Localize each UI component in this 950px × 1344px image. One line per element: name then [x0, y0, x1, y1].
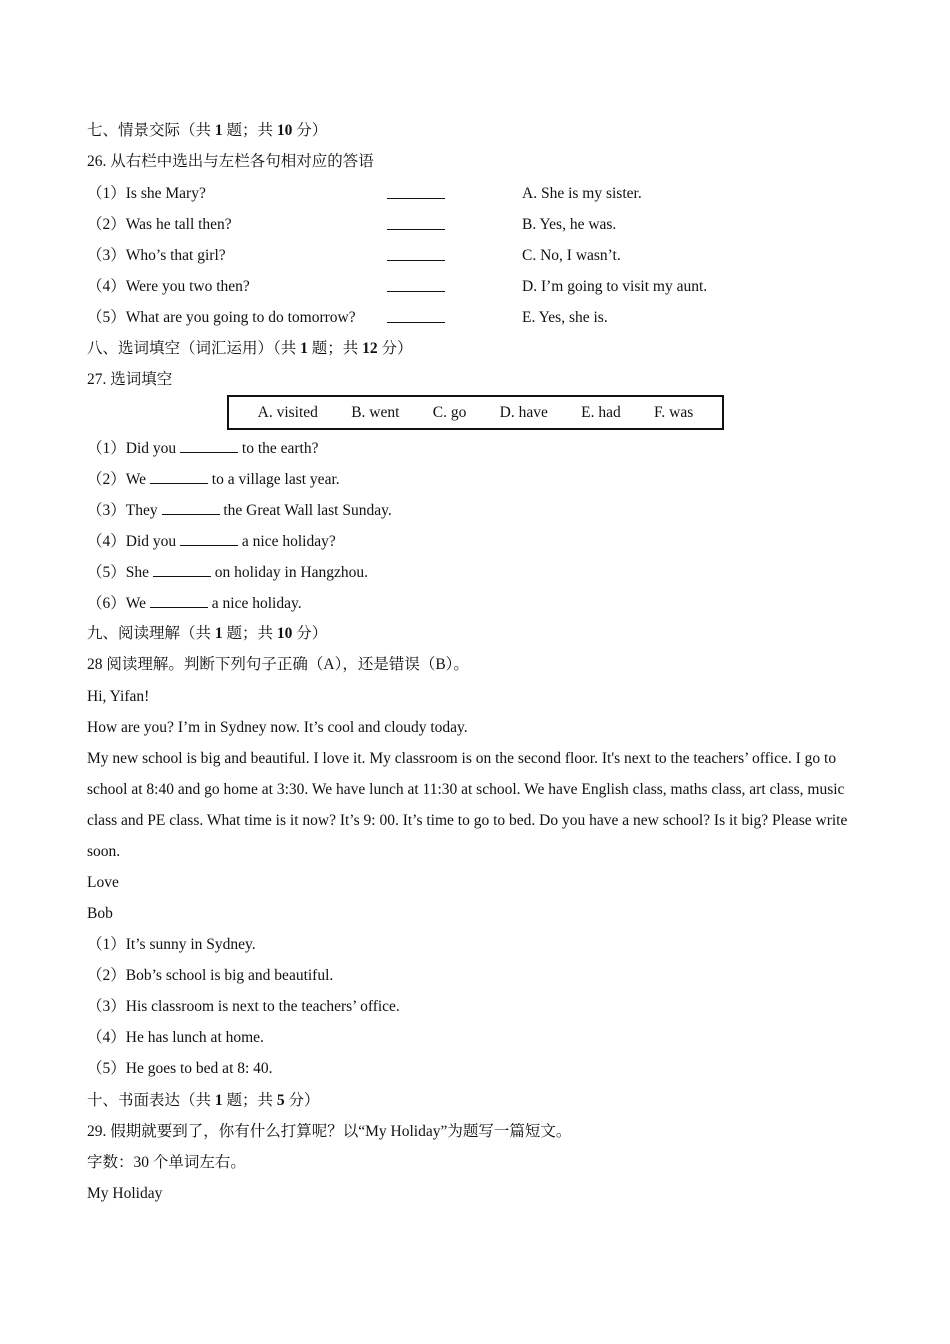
question-count: 1 — [214, 1092, 223, 1109]
fill-item: （4）Did you a nice holiday? — [87, 533, 336, 550]
statement-item: （3）His classroom is next to the teachers’ office. — [87, 998, 400, 1015]
score: 10 — [276, 122, 293, 139]
fill-blank[interactable] — [180, 438, 238, 453]
fill-blank[interactable] — [153, 562, 211, 577]
answer-blank[interactable] — [387, 215, 445, 230]
word-bank-box — [227, 395, 724, 430]
match-row — [87, 215, 847, 235]
section-9-title — [87, 624, 327, 644]
word-option: E. had — [581, 403, 621, 421]
letter-closing: Love — [87, 874, 119, 891]
letter-paragraph: My new school is big and beautiful. I love it. My classroom is on the second floor. It's next to the teachers’ office. I go to school at 8:40 and go home at 3:30. We have lunch at 11:30 at school. We have English class, maths class, art class, music class and PE class. What time is it now? It’s 9: 00. It’s time to go to bed. Do you have a new school? Is it big? Please write soon. — [87, 750, 848, 860]
match-answer: D. I’m going to visit my aunt. — [522, 278, 708, 295]
question-29-prompt: 29. 假期就要到了，你有什么打算呢？以“My Holiday”为题写一篇短文。 — [87, 1123, 572, 1140]
question-count: 1 — [214, 625, 223, 642]
statement-item: （5）He goes to bed at 8: 40. — [87, 1060, 273, 1077]
section-title-text: 分） — [284, 1092, 320, 1109]
word-option: B. went — [351, 403, 400, 421]
fill-blank[interactable] — [150, 469, 208, 484]
letter-greeting: Hi, Yifan! — [87, 688, 150, 705]
answer-blank[interactable] — [387, 308, 445, 323]
score: 5 — [276, 1092, 285, 1109]
match-question: （5）What are you going to do tomorrow? — [87, 309, 356, 326]
match-answer: B. Yes, he was. — [522, 216, 617, 233]
fill-blank[interactable] — [150, 593, 208, 608]
section-title-text: 分） — [292, 625, 328, 642]
section-title-text: 七、情景交际（共 — [87, 122, 215, 139]
letter-signature: Bob — [87, 905, 113, 922]
section-title-text: 分） — [377, 340, 413, 357]
match-answer: E. Yes, she is. — [522, 309, 608, 326]
word-option: A. visited — [257, 403, 318, 421]
match-row — [87, 246, 847, 266]
question-27-prompt: 27. 选词填空 — [87, 371, 173, 388]
answer-blank[interactable] — [387, 184, 445, 199]
question-count: 1 — [300, 340, 308, 357]
section-8-title — [87, 339, 413, 359]
fill-blank[interactable] — [180, 531, 238, 546]
question-28-prompt: 28 阅读理解。判断下列句子正确（A），还是错误（B）。 — [87, 656, 469, 673]
match-answer: A. She is my sister. — [522, 185, 642, 202]
question-26-prompt: 26. 从右栏中选出与左栏各句相对应的答语 — [87, 153, 374, 170]
letter-line: How are you? I’m in Sydney now. It’s cool and cloudy today. — [87, 719, 468, 736]
fill-blank[interactable] — [162, 500, 220, 515]
statement-item: （1）It’s sunny in Sydney. — [87, 936, 256, 953]
section-title-text: 题；共 — [307, 340, 363, 357]
match-question: （3）Who’s that girl? — [87, 247, 226, 264]
section-title-text: 八、选词填空（词汇运用）（共 — [87, 340, 301, 357]
statement-item: （2）Bob’s school is big and beautiful. — [87, 967, 334, 984]
answer-blank[interactable] — [387, 277, 445, 292]
section-title-text: 题；共 — [222, 1092, 277, 1109]
question-count: 1 — [214, 122, 223, 139]
section-7-title — [87, 121, 327, 141]
match-row — [87, 277, 847, 297]
fill-item: （6）We a nice holiday. — [87, 595, 302, 612]
fill-item: （3）They the Great Wall last Sunday. — [87, 502, 392, 519]
word-option: C. go — [432, 403, 467, 421]
section-title-text: 九、阅读理解（共 — [87, 625, 215, 642]
word-count-requirement: 字数：30 个单词左右。 — [87, 1154, 246, 1171]
match-row — [87, 184, 847, 204]
section-title-text: 题；共 — [222, 122, 277, 139]
answer-blank[interactable] — [387, 246, 445, 261]
essay-heading: My Holiday — [87, 1185, 163, 1202]
match-question: （4）Were you two then? — [87, 278, 250, 295]
fill-item: （5）She on holiday in Hangzhou. — [87, 564, 369, 581]
statement-item: （4）He has lunch at home. — [87, 1029, 264, 1046]
fill-item: （1）Did you to the earth? — [87, 440, 319, 457]
match-question: （1）Is she Mary? — [87, 185, 206, 202]
section-title-text: 十、书面表达（共 — [87, 1092, 215, 1109]
word-option: D. have — [499, 403, 548, 421]
match-question: （2）Was he tall then? — [87, 216, 232, 233]
match-answer: C. No, I wasn’t. — [522, 247, 621, 264]
word-option: F. was — [654, 403, 694, 421]
match-row — [87, 308, 847, 328]
fill-item: （2）We to a village last year. — [87, 471, 340, 488]
score: 12 — [362, 340, 378, 357]
section-title-text: 分） — [292, 122, 328, 139]
section-title-text: 题；共 — [222, 625, 277, 642]
section-10-title — [87, 1091, 320, 1111]
score: 10 — [276, 625, 293, 642]
